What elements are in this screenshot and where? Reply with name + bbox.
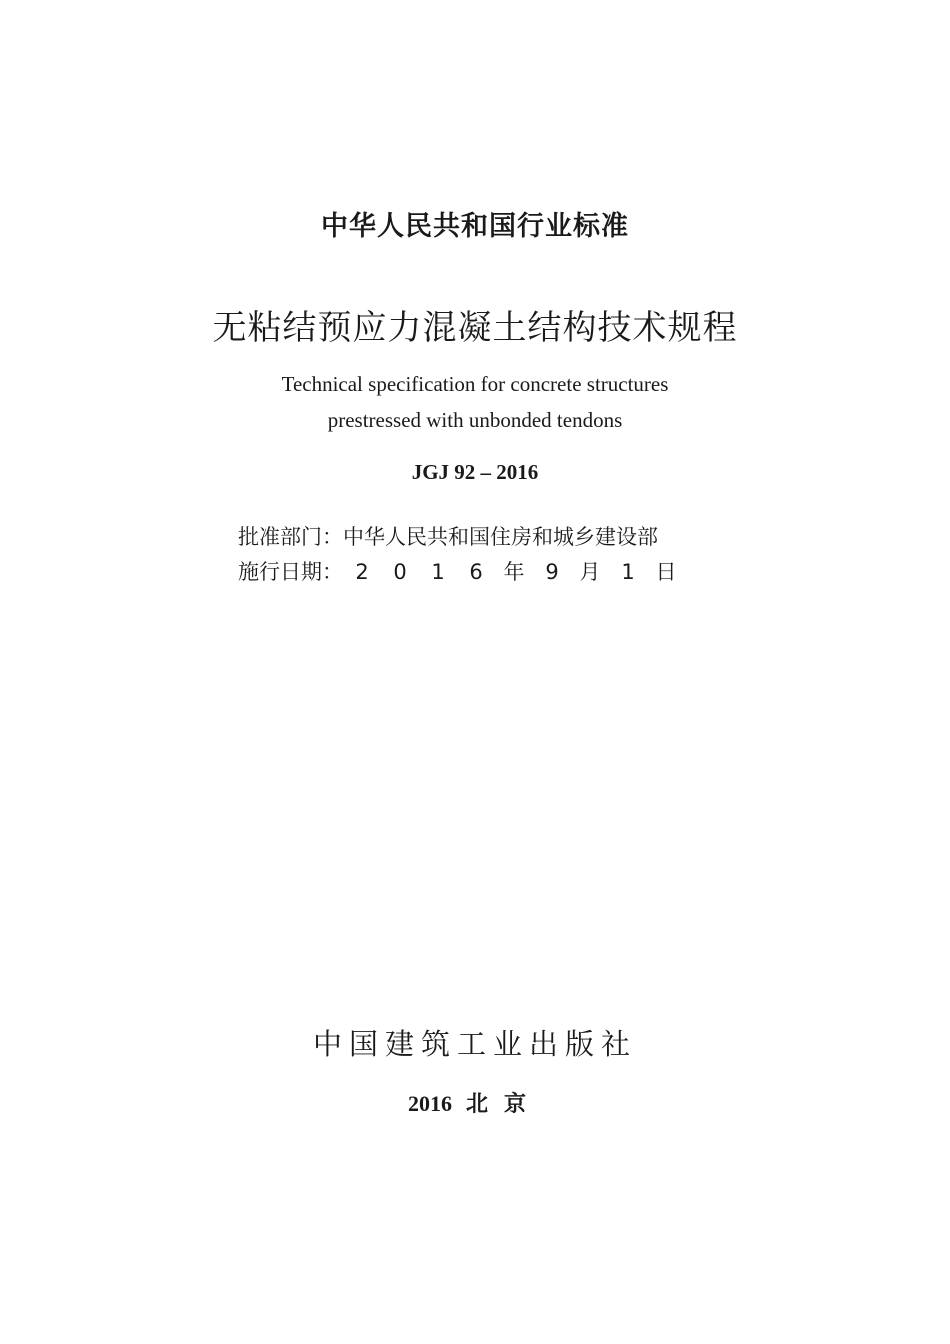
- date-month: 9: [545, 560, 559, 584]
- approval-label: 批准部门：: [238, 525, 343, 549]
- standard-code: JGJ 92 – 2016: [411, 460, 539, 484]
- date-day-char: 日: [655, 560, 677, 584]
- publication-year: 2016: [407, 1091, 452, 1116]
- english-title-line-2: prestressed with unbonded tendons: [327, 408, 623, 432]
- approval-line: [238, 521, 658, 551]
- publisher-name: 中国建筑工业出版社: [312, 1027, 637, 1061]
- date-digit: 0: [393, 560, 407, 584]
- date-digit: 1: [431, 560, 445, 584]
- date-day: 1: [621, 560, 635, 584]
- standard-category: 中华人民共和国行业标准: [321, 211, 629, 242]
- english-title-line-1: Technical specification for concrete structures: [281, 372, 669, 396]
- effective-date-line: [238, 556, 685, 586]
- date-year-char: 年: [503, 560, 525, 584]
- date-digit: 2: [355, 560, 369, 584]
- chinese-title: 无粘结预应力混凝土结构技术规程: [212, 308, 738, 348]
- publication-city: 北京: [465, 1092, 542, 1117]
- approval-authority: 中华人民共和国住房和城乡建设部: [343, 525, 658, 549]
- date-month-char: 月: [579, 560, 601, 584]
- publication-place: [0, 1087, 950, 1118]
- date-digit: 6: [469, 560, 483, 584]
- effective-date-label: 施行日期：: [238, 560, 343, 584]
